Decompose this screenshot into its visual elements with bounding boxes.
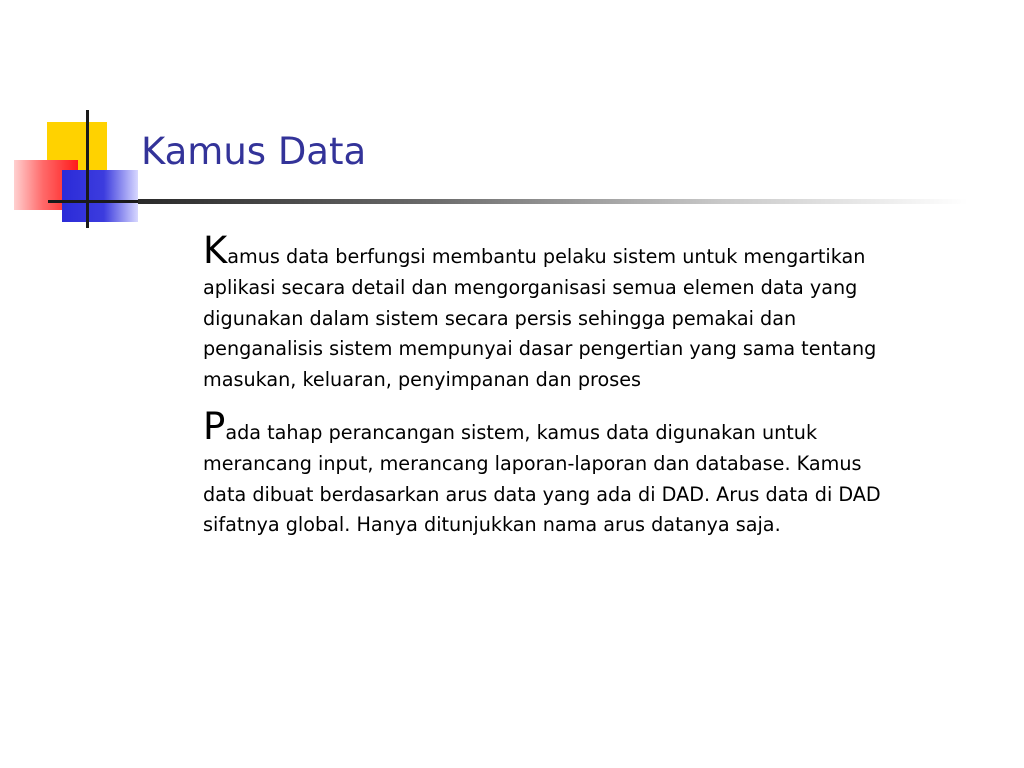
paragraph-initial: P (203, 404, 226, 448)
blue-square (62, 170, 138, 222)
vertical-line (86, 110, 89, 228)
slide-title: Kamus Data (141, 130, 367, 173)
horizontal-line (48, 200, 140, 203)
paragraph-kamus-data-design (203, 404, 893, 541)
paragraph-initial: K (203, 229, 228, 272)
slide-body (203, 229, 893, 557)
title-underline-rule (138, 199, 968, 204)
paragraph-text: amus data berfungsi membantu pelaku sistem untuk mengartikan aplikasi secara detail dan mengorganisasi semua elemen data yang digunakan dalam sistem secara persis sehingga pemakai dan penganalisis sistem mempunyai dasar pengertian yang sama tentang masukan, keluaran, penyimpanan dan proses (203, 245, 877, 392)
paragraph-text: ada tahap perancangan sistem, kamus data digunakan untuk merancang input, merancang laporan-laporan dan database. Kamus data dibuat berdasarkan arus data yang ada di DAD. Arus data di DAD sifatnya global. Hanya ditunjukkan nama arus datanya saja. (203, 420, 881, 537)
paragraph-kamus-data-definition (203, 229, 893, 396)
decorative-squares-logo (0, 0, 160, 240)
